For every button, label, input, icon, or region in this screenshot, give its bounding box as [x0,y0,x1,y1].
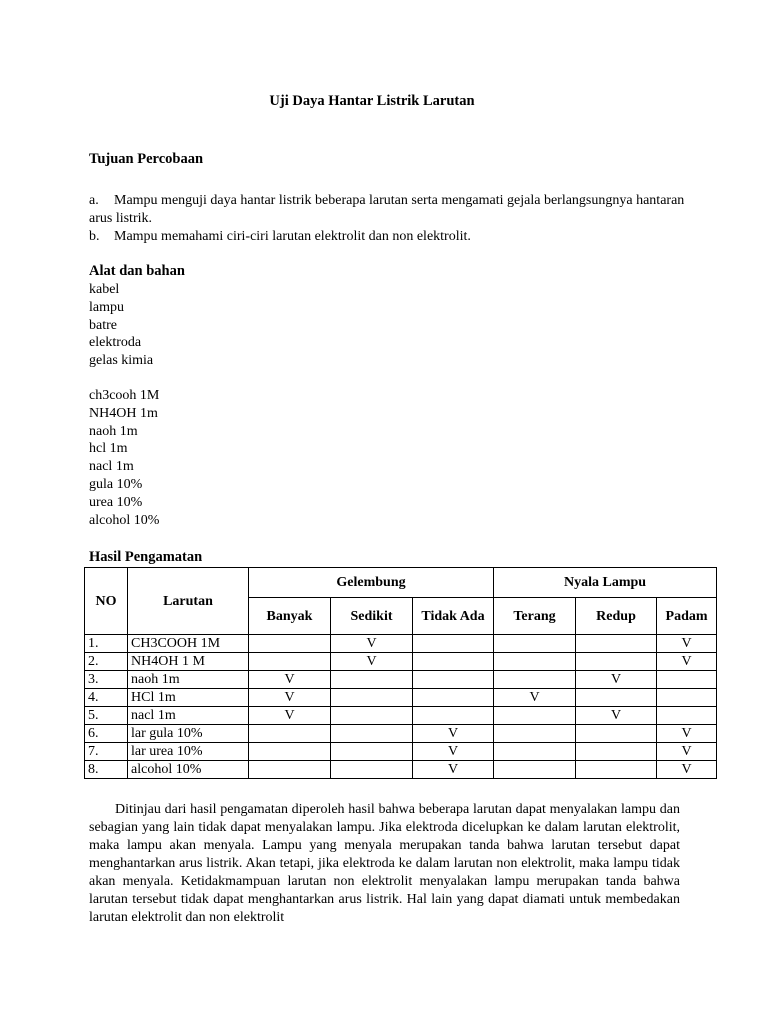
cell-redup [576,725,657,743]
cell-redup: V [576,707,657,725]
cell-tidak-ada [413,635,494,653]
cell-tidak-ada [413,689,494,707]
row-larutan: nacl 1m [128,707,249,725]
material-item: naoh 1m [89,423,138,439]
cell-padam: V [657,761,717,779]
tool-item: kabel [89,282,120,297]
header-padam: Padam [657,598,717,635]
tool-item: batre [89,317,117,333]
tool-item: elektroda [89,335,142,351]
header-banyak: Banyak [249,598,331,635]
cell-banyak [249,635,331,653]
cell-redup [576,743,657,761]
table-row [85,725,717,743]
cell-redup [576,653,657,671]
cell-banyak: V [249,671,331,689]
cell-banyak [249,761,331,779]
cell-terang [494,725,576,743]
results-table [84,567,717,779]
row-number: 7. [85,743,128,761]
material-item: ch3cooh 1M [89,388,160,403]
cell-sedikit [331,725,413,743]
table-row [85,653,717,671]
row-larutan: alcohol 10% [128,761,249,779]
row-larutan: HCl 1m [128,689,249,707]
cell-sedikit: V [331,653,413,671]
cell-sedikit [331,743,413,761]
row-larutan: CH3COOH 1M [128,635,249,653]
cell-padam [657,671,717,689]
row-number: 3. [85,671,128,689]
row-number: 2. [85,653,128,671]
material-item: hcl 1m [89,441,128,457]
cell-tidak-ada [413,707,494,725]
cell-terang [494,653,576,671]
cell-padam: V [657,725,717,743]
cell-sedikit [331,689,413,707]
cell-sedikit [331,707,413,725]
tujuan-list [89,192,689,246]
cell-sedikit [331,671,413,689]
material-item: gula 10% [89,476,143,492]
cell-padam: V [657,743,717,761]
cell-banyak: V [249,689,331,707]
document-title: Uji Daya Hantar Listrik Larutan [269,93,475,109]
cell-terang: V [494,689,576,707]
tujuan-item: b. Mampu memahami ciri-ciri larutan elektrolit dan non elektrolit. [89,229,471,244]
cell-terang [494,707,576,725]
row-number: 8. [85,761,128,779]
row-number: 5. [85,707,128,725]
header-terang: Terang [494,598,576,635]
cell-redup: V [576,671,657,689]
header-tidak-ada: Tidak Ada [413,598,494,635]
cell-sedikit: V [331,635,413,653]
material-item: nacl 1m [89,459,134,475]
row-number: 6. [85,725,128,743]
table-row [85,635,717,653]
header-sedikit: Sedikit [331,598,413,635]
cell-padam [657,707,717,725]
discussion-paragraph: Ditinjau dari hasil pengamatan diperoleh hasil bahwa beberapa larutan dapat menyalakan lampu dan sebagian yang lain tidak dapat menyalakan lampu. Jika elektroda dicelupkan ke dalam larutan elektrolit, maka lampu akan menyala. Lampu yang menyala merupakan tanda bahwa larutan tersebut dapat menghantarkan arus listrik. Akan tetapi, jika elektroda ke dalam larutan non elektrolit, maka lampu tidak akan menyala. Ketidakmampuan larutan non elektrolit menyalakan lampu merupakan tanda bahwa larutan tersebut tidak dapat menghantarkan arus listrik. Hal lain yang dapat diamati untuk membedakan larutan elektrolit dan non elektrolit [89,802,680,925]
cell-banyak [249,743,331,761]
cell-terang [494,671,576,689]
material-item: urea 10% [89,494,143,510]
header-nyala-lampu: Nyala Lampu [494,568,717,598]
row-larutan: NH4OH 1 M [128,653,249,671]
cell-banyak [249,653,331,671]
table-row [85,761,717,779]
table-row [85,707,717,725]
cell-padam: V [657,653,717,671]
cell-padam [657,689,717,707]
row-larutan: naoh 1m [128,671,249,689]
cell-banyak: V [249,707,331,725]
table-row [85,689,717,707]
cell-tidak-ada: V [413,725,494,743]
cell-tidak-ada: V [413,761,494,779]
cell-banyak [249,725,331,743]
cell-redup [576,635,657,653]
hasil-heading: Hasil Pengamatan [89,549,203,565]
cell-terang [494,761,576,779]
cell-tidak-ada [413,653,494,671]
cell-tidak-ada [413,671,494,689]
tool-item: lampu [89,299,124,315]
cell-sedikit [331,761,413,779]
alat-heading: Alat dan bahan [89,263,185,279]
cell-redup [576,761,657,779]
cell-padam: V [657,635,717,653]
row-larutan: lar gula 10% [128,725,249,743]
materials-list [89,387,159,529]
row-number: 1. [85,635,128,653]
header-larutan: Larutan [128,568,249,635]
cell-terang [494,743,576,761]
header-gelembung: Gelembung [249,568,494,598]
tool-item: gelas kimia [89,353,154,369]
tujuan-heading: Tujuan Percobaan [89,151,204,167]
tujuan-item: a. Mampu menguji daya hantar listrik beberapa larutan serta mengamati gejala berlangsungnya hantaran arus listrik. [89,193,685,226]
tools-list [89,281,153,370]
material-item: NH4OH 1m [89,405,158,421]
cell-redup [576,689,657,707]
row-number: 4. [85,689,128,707]
cell-tidak-ada: V [413,743,494,761]
table-row [85,671,717,689]
table-row [85,743,717,761]
row-larutan: lar urea 10% [128,743,249,761]
cell-terang [494,635,576,653]
header-no: NO [85,568,128,635]
header-redup: Redup [576,598,657,635]
material-item: alcohol 10% [89,512,160,528]
